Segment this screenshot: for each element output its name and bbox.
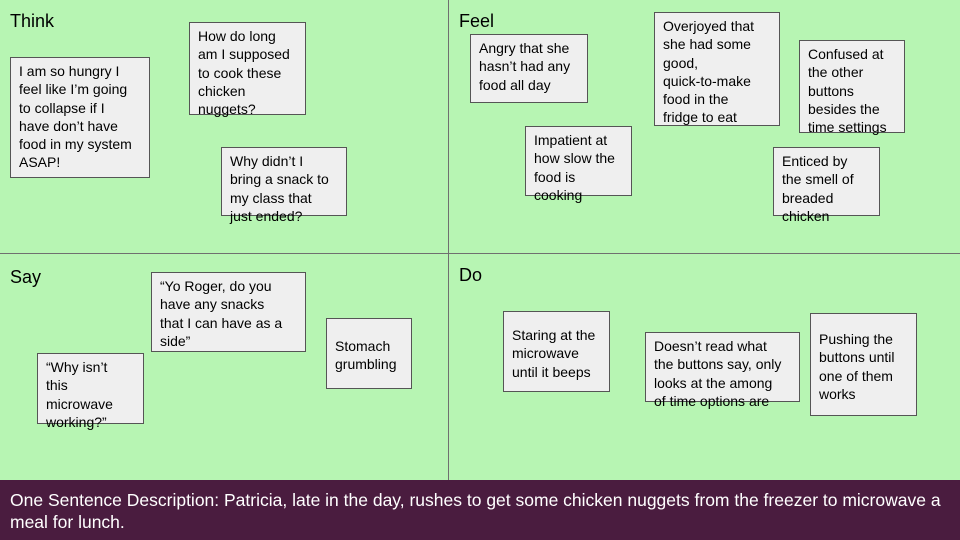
think-title: Think: [10, 11, 55, 31]
description-text: One Sentence Description: Patricia, late in the day, rushes to get some chicken nuggets from the freezer to microwave a meal for lunch.: [10, 490, 941, 532]
say-note-roger[interactable]: “Yo Roger, do you have any snacks that I can have as a side”: [151, 272, 306, 352]
say-note-stomach[interactable]: Stomach grumbling: [326, 318, 412, 389]
horizontal-divider: [0, 253, 960, 254]
say-title: Say: [10, 267, 42, 287]
do-note-buttons[interactable]: Doesn’t read what the buttons say, only looks at the among of time options are: [645, 332, 800, 402]
feel-note-angry[interactable]: Angry that she hasn’t had any food all day: [470, 34, 588, 103]
think-note-snack[interactable]: Why didn’t I bring a snack to my class that just ended?: [221, 147, 347, 216]
think-note-cook-time[interactable]: How do long am I supposed to cook these chicken nuggets?: [189, 22, 306, 115]
feel-note-impatient[interactable]: Impatient at how slow the food is cooking: [525, 126, 632, 196]
feel-note-confused[interactable]: Confused at the other buttons besides the time settings: [799, 40, 905, 133]
feel-title: Feel: [459, 11, 495, 31]
feel-note-overjoyed[interactable]: Overjoyed that she had some good, quick-to-make food in the fridge to eat: [654, 12, 780, 126]
vertical-divider: [448, 0, 449, 480]
do-title: Do: [459, 265, 483, 285]
think-note-hungry[interactable]: I am so hungry I feel like I’m going to collapse if I have don’t have food in my system ASAP!: [10, 57, 150, 178]
feel-note-enticed[interactable]: Enticed by the smell of breaded chicken: [773, 147, 880, 216]
say-note-microwave[interactable]: “Why isn’t this microwave working?”: [37, 353, 144, 424]
do-note-pushing[interactable]: Pushing the buttons until one of them works: [810, 313, 917, 416]
do-note-staring[interactable]: Staring at the microwave until it beeps: [503, 311, 610, 392]
description-footer: [0, 480, 960, 540]
